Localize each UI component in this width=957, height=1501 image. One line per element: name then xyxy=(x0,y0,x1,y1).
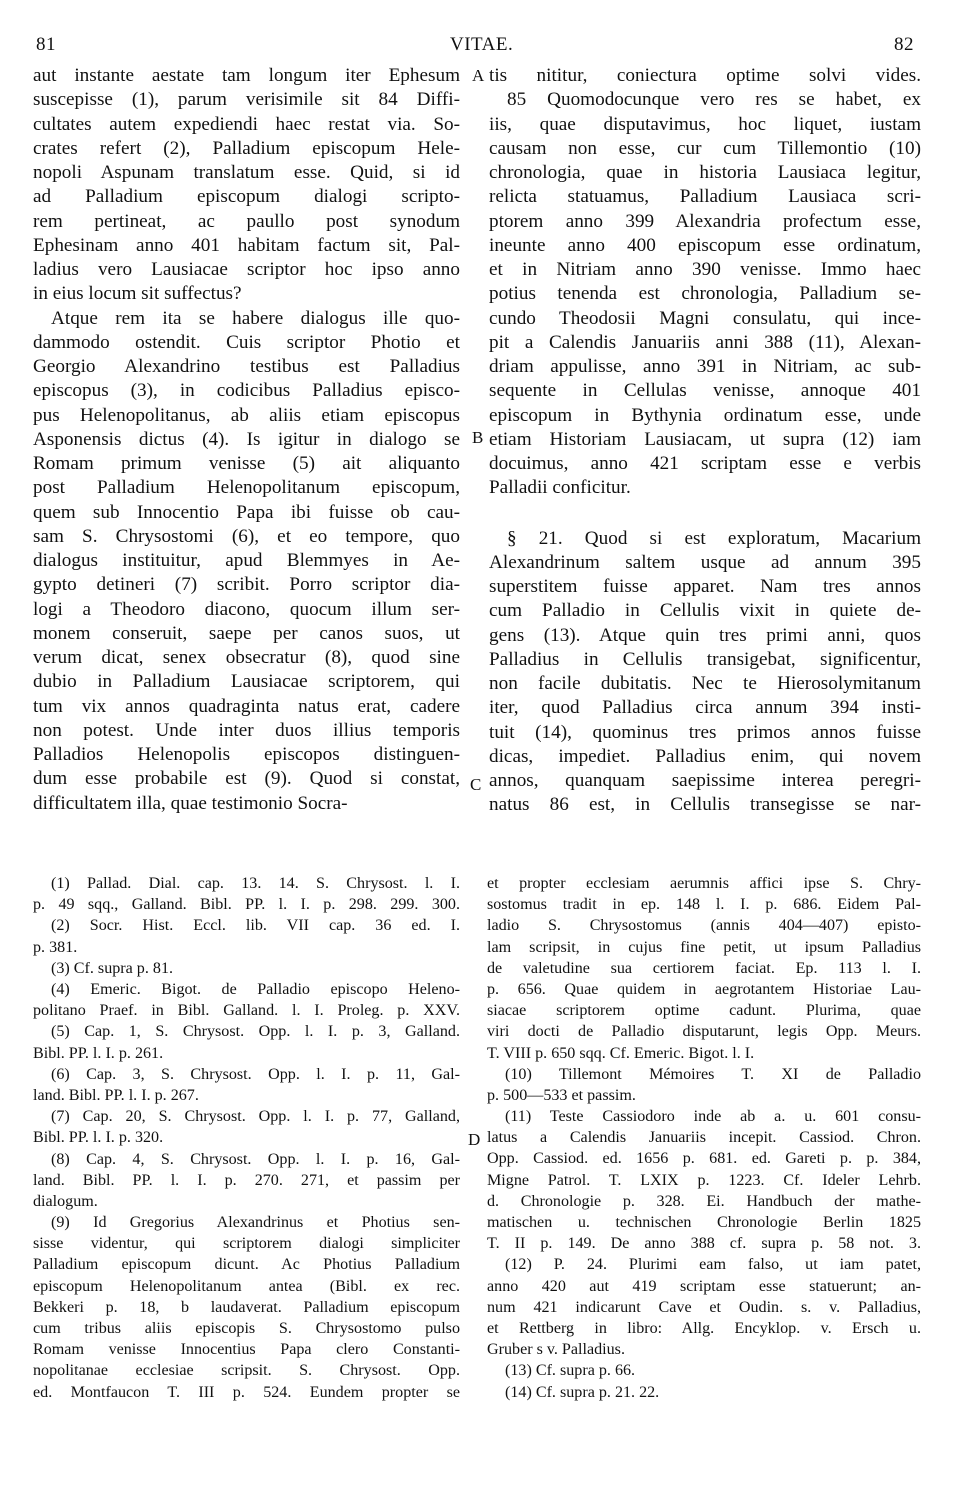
text-line: nopolitanae ecclesiae scripsit. S. Chrysost. Opp. xyxy=(33,1362,460,1380)
text-line: tis nititur, coniectura optime solvi vides. xyxy=(489,65,921,86)
text-line: 85 Quomodocunque vero res se habet, ex xyxy=(507,89,921,111)
text-line: dum esse probabile est (9). Quod si constat, xyxy=(33,768,460,790)
text-line: siacae scriptorem optime cadunt. Plurima, quae xyxy=(487,1002,921,1020)
text-line: Bekkeri p. 18, b laudaverat. Palladium episcopum xyxy=(33,1298,460,1316)
text-line: num 421 indicarunt Cave et Oudin. s. v. Palladius, xyxy=(487,1298,921,1316)
text-line: episcopum in Bythynia ordinatum esse, unde xyxy=(489,404,921,426)
text-line: ladius vero Lausiacae scriptor hoc ipso anno xyxy=(33,259,460,280)
text-line: in eius locum sit suffectus? xyxy=(33,283,242,305)
page-number-right: 82 xyxy=(894,34,914,55)
text-line: (8) Cap. 4, S. Chrysost. Opp. l. I. p. 16, Gal- xyxy=(51,1150,460,1168)
margin-signature-b: B xyxy=(472,428,484,447)
text-line: (12) P. 24. Plurimi eam falso, ut iam patet, xyxy=(505,1256,921,1274)
text-line: Georgio Alexandrino testibus est Palladius xyxy=(33,356,460,377)
text-line: cum Palladio in Cellulis vixit in quiete de- xyxy=(489,600,921,622)
text-line: land. Bibl. PP. l. I. p. 267. xyxy=(33,1086,199,1104)
text-line: T. VIII p. 650 sqq. Cf. Emeric. Bigot. l. I. xyxy=(487,1044,755,1062)
text-line: Bibl. PP. l. I. p. 261. xyxy=(33,1044,164,1062)
text-line: (11) Teste Cassiodoro inde ab a. u. 601 consu- xyxy=(505,1108,921,1126)
text-line: non facile dubitatis. Nec te Hierosolymitanum xyxy=(489,673,921,694)
text-line: (13) Cf. supra p. 66. xyxy=(505,1362,636,1380)
text-line: Romam primum venisse (5) ait aliquanto xyxy=(33,453,460,474)
text-line: etiam Historiam Lausiacam, ut supra (12) iam xyxy=(489,428,921,450)
text-line: potius tenenda est chronologia, Palladium se- xyxy=(489,283,921,305)
text-line: quem sub Innocentio Papa ibi fuisse ob cau- xyxy=(33,501,460,523)
text-line: sequente in Cellulas venisse, annoque 401 xyxy=(489,380,921,402)
text-line: ptorem anno 399 Alexandria profectum esse, xyxy=(489,210,921,232)
text-line: iter, quod Palladius circa annum 394 insti- xyxy=(489,697,921,719)
text-line: sisse videntur, qui scriptorem dialogi simpliciter xyxy=(33,1235,460,1253)
text-line: post Palladium Helenopolitanum episcopum, xyxy=(33,477,460,499)
text-line: monem conseruit, saepe per canos suos, ut xyxy=(33,622,460,644)
text-line: Palladios Helenopolis episcopos distinguen- xyxy=(33,744,460,765)
text-line: (9) Id Gregorius Alexandrinus et Photius sen- xyxy=(51,1214,460,1232)
text-line: causam non esse, cur cum Tillemontio (10) xyxy=(489,137,921,159)
text-line: cundo Theodosii Magni consulatu, qui ince- xyxy=(489,307,921,329)
text-line: relicta statuamus, Palladium Lausiaca scri- xyxy=(489,186,921,208)
text-line: (3) Cf. supra p. 81. xyxy=(51,959,174,977)
text-line: iis, quae disputavimus, hoc liquet, iustam xyxy=(489,113,921,135)
text-line: dialogus instituitur, apud Blemmyes in Ae- xyxy=(33,550,460,571)
text-line: sam S. Chrysostomi (6), et eo tempore, quo xyxy=(33,525,460,547)
text-line: annos, quanquam saepissime interea peregri- xyxy=(489,770,921,791)
text-line: viri docti de Palladio disputarunt, legis Opp. Meurs. xyxy=(487,1023,921,1041)
text-line: anno 420 aut 419 scriptam esse statuerunt; an- xyxy=(487,1277,921,1295)
text-line: (2) Socr. Hist. Eccl. lib. VII cap. 36 ed. I. xyxy=(51,917,460,935)
text-line: et in Nitriam anno 390 venisse. Immo haec xyxy=(489,259,921,280)
text-line: suscepisse (1), parum verisimile sit 84 Diffi- xyxy=(33,89,460,111)
text-line: ed. Montfaucon T. III p. 524. Eundem propter se xyxy=(33,1383,460,1401)
text-line: matischen u. technischen Chronologie Berlin 1825 xyxy=(487,1214,921,1232)
text-line: crates refert (2), Palladium episcopum Hele- xyxy=(33,137,460,159)
text-line: Romam venisse Innocentius Papa clero Constanti- xyxy=(33,1341,460,1359)
right-footnotes xyxy=(487,873,921,1403)
text-line: politano Praef. in Bibl. Galland. l. I. Proleg. p. XXV. xyxy=(33,1002,460,1020)
text-line: Asponensis dictus (4). Is igitur in dialogo se xyxy=(33,428,460,450)
text-line: ad Palladium episcopum dialogi scripto- xyxy=(33,186,460,208)
margin-signature-d: D xyxy=(468,1130,481,1149)
text-line: dialogum. xyxy=(33,1192,98,1210)
right-body-column xyxy=(489,64,921,818)
text-line: Bibl. PP. l. I. p. 320. xyxy=(33,1129,164,1147)
text-line: cum tribus aliis episcopis S. Chrysostomo pulso xyxy=(33,1320,460,1338)
text-line: Palladius in Cellulis transigebat, significentur, xyxy=(489,648,921,670)
text-line: pit a Calendis Januariis anni 388 (11), Alexan- xyxy=(489,331,921,353)
text-line: (4) Emeric. Bigot. de Palladio episcopo Heleno- xyxy=(51,980,460,998)
text-line: sostomus tradit in ep. 148 l. I. p. 686. Eidem Pal- xyxy=(487,896,921,914)
text-line: Migne Patrol. T. LXIX p. 1223. Cf. Ideler Lehrb. xyxy=(487,1171,921,1189)
text-line: land. Bibl. PP. l. I. p. 270. 271, et passim per xyxy=(33,1171,460,1189)
text-line: T. II p. 149. De anno 388 cf. supra p. 58 not. 3. xyxy=(487,1235,921,1253)
text-line: ineunte anno 400 episcopum esse ordinatum, xyxy=(489,234,921,256)
text-line: natus 86 est, in Cellulis transegisse se nar- xyxy=(489,794,921,816)
text-line: (14) Cf. supra p. 21. 22. xyxy=(505,1383,660,1401)
text-line: et propter ecclesiam aerumnis affici ipse S. Chry- xyxy=(487,875,921,892)
text-line: gypto detineri (7) scribit. Porro scriptor dia- xyxy=(33,574,460,596)
text-line: rem pertineat, ac paullo post synodum xyxy=(33,210,460,232)
text-line: de valetudine sua certiorem faciat. Ep. 113 l. I. xyxy=(487,959,921,977)
text-line: episcopum Helenopolitanum antea (Bibl. ex rec. xyxy=(33,1277,460,1295)
text-line: (1) Pallad. Dial. cap. 13. 14. S. Chrysost. l. I. xyxy=(51,875,460,892)
text-line: Opp. Cassiod. ed. 1656 p. 681. ed. Gareti p. p. 384, xyxy=(487,1150,921,1168)
text-line: dammodo ostendit. Cuis scriptor Photio et xyxy=(33,331,460,353)
text-line: (6) Cap. 3, S. Chrysost. Opp. l. I. p. 11, Gal- xyxy=(51,1065,460,1083)
text-line: Palladii conficitur. xyxy=(489,477,631,499)
text-line: verum dicat, senex obsecratur (8), quod sine xyxy=(33,647,460,668)
text-line: p. 381. xyxy=(33,938,78,956)
margin-signature-a: A xyxy=(472,66,485,85)
text-line: tum vix annos quadraginta natus erat, cadere xyxy=(33,695,460,717)
text-line: aut instante aestate tam longum iter Ephesum xyxy=(33,65,460,86)
text-line: tuit (14), quominus tres primos annos fuisse xyxy=(489,721,921,743)
text-line: lam scripsit, in cujus fine petit, ut ipsum Palladius xyxy=(487,938,921,956)
left-body-column xyxy=(33,64,460,816)
text-line: docuimus, anno 421 scriptam esse e verbis xyxy=(489,453,921,474)
text-line: Ephesinam anno 401 habitam factum sit, Pal- xyxy=(33,234,460,256)
text-line: et Rettberg in libro: Allg. Encyklop. v. Ersch u. xyxy=(487,1319,921,1337)
text-line: (5) Cap. 1, S. Chrysost. Opp. l. I. p. 3, Galland. xyxy=(51,1023,460,1041)
left-footnotes xyxy=(33,873,460,1403)
text-line: p. 500—533 et passim. xyxy=(487,1086,636,1104)
text-line: dicas, impediet. Palladius enim, qui novem xyxy=(489,745,921,767)
margin-signature-c: C xyxy=(470,775,482,794)
text-line: p. 656. Quae quidem in aegrotantem Historiae Lau- xyxy=(487,980,921,998)
text-line: Gruber s v. Palladius. xyxy=(487,1341,625,1359)
text-line: (10) Tillemont Mémoires T. XI de Palladio xyxy=(505,1065,921,1083)
text-line: latus a Calendis Januariis incepit. Cassiod. Chron. xyxy=(487,1129,921,1147)
text-line: § 21. Quod si est exploratum, Macarium xyxy=(507,527,921,549)
text-line: d. Chronologie p. 328. Ei. Handbuch der mathe- xyxy=(487,1192,921,1210)
text-line: superstitem fuisse apparet. Nam tres annos xyxy=(489,576,921,597)
text-line: logi a Theodoro diacono, quocum illum ser- xyxy=(33,598,460,620)
text-line: dubio in Palladium Lausiacae scriptorem, qui xyxy=(33,671,460,693)
text-line: pus Helenopolitanus, ab aliis etiam episcopus xyxy=(33,404,460,426)
text-line: Palladium episcopum dicunt. Ac Photius Palladium xyxy=(33,1256,460,1274)
text-line: (7) Cap. 20, S. Chrysost. Opp. l. I. p. 77, Galland, xyxy=(51,1108,460,1126)
text-line: driam appulisse, anno 391 in Nitriam, ac sub- xyxy=(489,356,921,377)
text-line: gens (13). Atque quin tres primi anni, quos xyxy=(489,624,921,646)
text-line: difficultatem illa, quae testimonio Socra- xyxy=(33,792,348,814)
running-title: VITAE. xyxy=(450,34,514,55)
text-line: nopoli Aspunam translatum esse. Quid, si id xyxy=(33,162,460,183)
text-line: Atque rem ita se habere dialogus ille quo- xyxy=(51,307,460,329)
text-line: p. 49 sqq., Galland. Bibl. PP. l. I. p. 298. 299. 300. xyxy=(33,896,460,914)
text-line: ladio S. Chrysostomus (annis 404—407) episto- xyxy=(487,917,921,935)
page-number-left: 81 xyxy=(36,34,56,55)
text-line: non potest. Unde inter duos illius temporis xyxy=(33,719,460,741)
text-line: Alexandrinum saltem usque ad annum 395 xyxy=(489,551,921,573)
text-line: episcopus (3), in codicibus Palladius episco- xyxy=(33,380,460,402)
text-line: cultates autem expediendi haec restat via. So- xyxy=(33,113,460,135)
text-line: chronologia, quae in historia Lausiaca legitur, xyxy=(489,162,921,183)
